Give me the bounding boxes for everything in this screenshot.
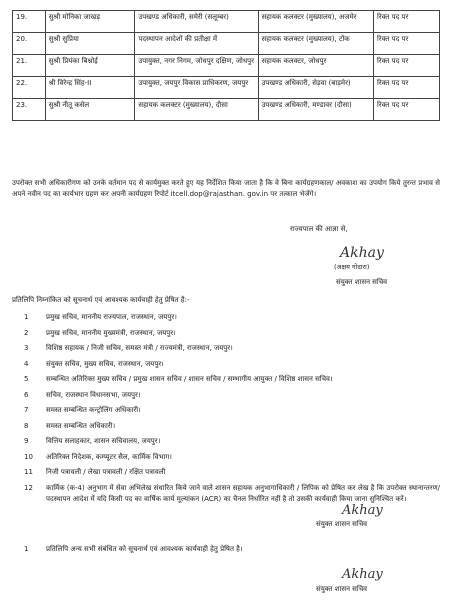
officer-name: श्री विरेन्द्र सिंह-II (45, 77, 135, 99)
list-item-text: अतिरिक्त निदेशक, कम्प्यूटर सैल, कार्मिक विभाग। (46, 452, 172, 461)
signature-2: Akhay (342, 503, 383, 518)
current-post: सहायक कलक्टर (मुख्यालय), दौसा (135, 99, 258, 121)
row-number: 22. (13, 77, 46, 99)
new-post: उपखण्ड अधिकारी, मण्डावर (दौसा) (258, 99, 373, 121)
list-item (12, 452, 440, 463)
list-item-text: संयुक्त सचिव, मुख्य सचिव, राजस्थान, जयपुर। (46, 359, 164, 368)
remark: रिक्त पद पर (373, 99, 439, 121)
remark: रिक्त पद पर (373, 55, 439, 77)
instruction-paragraph: उपरोक्त सभी अधिकारीगण को उनके वर्तमान पद से कार्यमुक्त करते हुए यह निर्देशित किया जाता है कि वे बिना कार्यग्रहणकाल/ अवकाश का उपयोग किये तुरन्त प्रभाव से अपने नवीन पद का कार्यभार ग्रहण कर अपनी कार्यग्रहण रिपोर्ट itcell.dop@rajasthan. gov.in पर तत्काल भेजेंगे। (12, 179, 440, 198)
list-item-text: कार्मिक (क-4) अनुभाग में सेवा अभिलेख संधारित किये जाने वाले शासन सहायक अनुभागाधिकारी / लिपिक को प्रेषित कर लेख है कि उपरोक्त स्थानान्तरण/पदस्थापन आदेश में यदि किसी पद का वार्षिक कार्य मूल्यांकन (ACR) का चैनल निर्धारित नहीं है तो उसकी कार्यवाही किया जाना सुनिश्चित करें। (46, 483, 440, 503)
remark: रिक्त पद पर (373, 33, 439, 55)
list-item-text: प्रमुख सचिव, माननीय राज्यपाल, राजस्थान, जयपुर। (46, 313, 177, 321)
officer-name: सुश्री मोनिका जाखड़ (45, 11, 135, 33)
table-row (13, 33, 440, 55)
current-post: उपखण्ड अधिकारी, समेरी (सलूम्बर) (135, 11, 258, 33)
list-item-number: 3 (24, 344, 29, 352)
list-item (12, 436, 440, 447)
list-item-number: 12 (24, 483, 33, 492)
new-post: उपखण्ड अधिकारी, सेड़वा (बाड़मेर) (258, 77, 373, 99)
list-item (12, 374, 440, 385)
list-item-number: 6 (24, 390, 29, 399)
cc-list (12, 312, 440, 511)
list-item-number: 4 (24, 359, 29, 368)
row-number: 20. (13, 33, 46, 55)
list-item-number: 2 (24, 328, 29, 337)
signature-3: Akhay (342, 567, 383, 582)
row-number: 21. (13, 55, 46, 77)
list-item-text: प्रमुख सचिव, माननीय मुख्यमंत्री, राजस्थान, जयपुर। (46, 328, 176, 337)
cc2-text: प्रतिलिपि अन्य सभी संबंधित को सूचनार्थ एवं आवश्यक कार्यवाही हेतु प्रेषित है। (46, 545, 243, 553)
row-number: 19. (13, 11, 46, 33)
table-row (13, 11, 440, 33)
cc2-number: 1 (24, 545, 29, 553)
designation-1: संयुक्त शासन सचिव (336, 278, 388, 286)
list-item (12, 467, 440, 478)
row-number: 23. (13, 99, 46, 121)
list-item (12, 328, 440, 339)
list-item (12, 390, 440, 401)
list-item-number: 9 (24, 437, 29, 445)
list-item-text: सचिव, राजस्थान विधानसभा, जयपुर। (46, 390, 141, 399)
current-post: पदस्थापन आदेशों की प्रतीक्षा में (135, 33, 258, 55)
list-item (12, 405, 440, 416)
list-item-number: 11 (24, 468, 33, 476)
list-item-number: 10 (24, 452, 33, 461)
list-item-text: सम्बन्धित अतिरिक्त मुख्य सचिव / प्रमुख शासन सचिव / शासन सचिव / सम्भागीय आयुक्त / विशिष्ठ शासन सचिव। (46, 375, 333, 383)
list-item-number: 1 (24, 313, 29, 321)
table-row (13, 99, 440, 121)
list-item-text: वित्तिय सलाहकार, शासन सचिवालय, जयपुर। (46, 437, 161, 445)
signatory-name: (अक्षय गोदारा) (334, 263, 370, 271)
new-post: सहायक कलक्टर (मुख्यालय), टोंक (258, 33, 373, 55)
table-row (13, 55, 440, 77)
list-item (12, 343, 440, 354)
list-item-number: 7 (24, 406, 29, 414)
list-item-number: 5 (24, 375, 29, 383)
cc2-item (12, 545, 440, 554)
current-post: उपायुक्त, जयपुर विकास प्राधिकरण, जयपुर (135, 77, 258, 99)
officer-name: सुश्री प्रियंका बिश्नोई (45, 55, 135, 77)
new-post: सहायक कलक्टर, जोधपुर (258, 55, 373, 77)
list-item (12, 312, 440, 323)
remark: रिक्त पद पर (373, 77, 439, 99)
table-row (13, 77, 440, 99)
designation-2: संयुक्त शासन सचिव (316, 520, 368, 528)
list-item (12, 483, 440, 505)
cc-intro: प्रतिलिपि निम्नांकित को सूचनार्थ एवं आवश्यक कार्यवाही हेतु प्रेषित है:- (12, 296, 190, 304)
transfer-table (12, 10, 440, 121)
list-item (12, 421, 440, 432)
designation-3: संयुक्त शासन सचिव (316, 585, 368, 593)
list-item-text: निजी पत्रावली / लेखा पत्रावली / रक्षित पत्रावली (46, 468, 166, 476)
order-by-line: राज्यपाल की आज्ञा से, (290, 225, 348, 233)
list-item-number: 8 (24, 421, 29, 430)
remark: रिक्त पद पर (373, 11, 439, 33)
new-post: सहायक कलक्टर (मुख्यालय), अजमेर (258, 11, 373, 33)
current-post: उपायुक्त, नगर निगम, जोधपुर दक्षिण, जोधपुर (135, 55, 258, 77)
list-item-text: विशिष्ठ सहायक / निजी सचिव, समस्त मंत्री / राज्यमंत्री, राजस्थान, जयपुर। (46, 344, 233, 352)
signature-1: Akhay (340, 245, 384, 261)
officer-name: सुश्री नीतू कसेल (45, 99, 135, 121)
list-item-text: समस्त सम्बन्धित अधिकारी। (46, 421, 116, 430)
list-item (12, 359, 440, 370)
officer-name: सुश्री सुप्रिया (45, 33, 135, 55)
list-item-text: समस्त सम्बन्धित कन्ट्रोलिंग अधिकारी। (46, 406, 141, 414)
